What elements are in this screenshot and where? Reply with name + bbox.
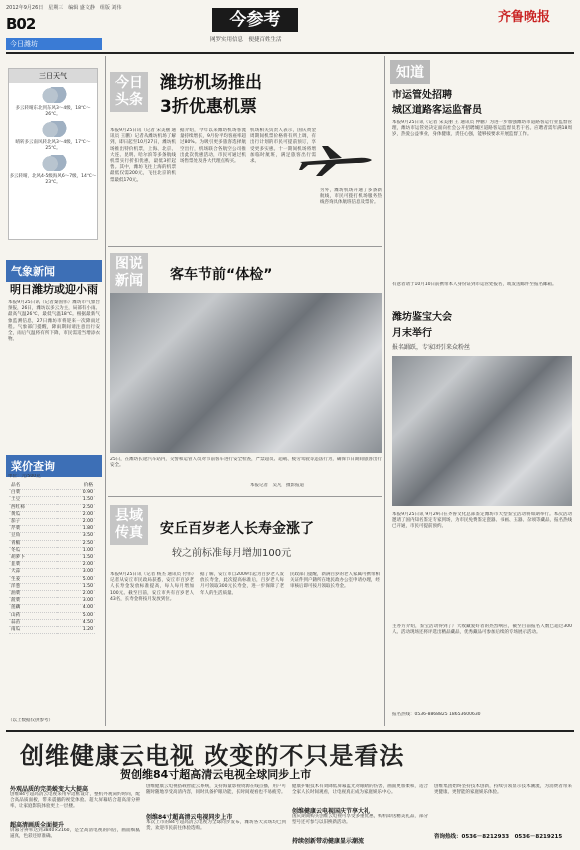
veg-price-table-wrap [9, 483, 95, 634]
veg-name: 黄瓜 [9, 511, 57, 518]
ad-col-body: 本次上市的84寸超高清云电视为全球同步发布，潍坊各大卖场均已到货，欢迎市民前往体验选购。 [146, 820, 286, 832]
weather-day-text: 多云转晴，北风4-5级海风6～7级，14℃～23℃。 [9, 174, 97, 185]
story-body: 本报9月25日讯（记者 宋美丽 通讯员 王鹏）记者从潍坊机场了解到，即日起至10月27日，潍坊机场推出特价机票，上海、北京、大连、昆明、哈尔滨等多条航线机票实行折扣优惠，最低3折起售。其中，潍坊飞往上海的机票最低仅需200元，飞往北京的机票最低170元。 [110, 128, 176, 183]
veg-price: 3.50 [57, 533, 95, 540]
table-row [9, 612, 95, 619]
veg-price: 1.80 [57, 526, 95, 533]
story-tag: 县域传真 [110, 505, 148, 545]
table-row [9, 497, 95, 504]
col-header-price: 价格 [57, 483, 95, 490]
table-row [9, 533, 95, 540]
weather-day-text: 多云转晴东北到东风3～4级，18℃～26℃。 [15, 106, 91, 117]
masthead-subtitle: 网罗实用信息 便捷百姓生活 [210, 37, 282, 43]
table-row [9, 591, 95, 598]
right-tag: 知道 [390, 60, 430, 84]
story-body: 机场相关负责人表示，国庆黄金周期间机票价格将有所上调，有出行计划的市民可提前预订，享受更多实惠。十一期间机场将增加临时航班，满足旅客出行需求。 [250, 128, 316, 165]
story-body: 据了解，安丘市自2009年起为百岁老人发放长寿金，此次提高标准后，百岁老人每月可领取300元长寿金，进一步保障了老年人的生活质量。 [200, 572, 284, 596]
veg-price: 1.50 [57, 583, 95, 590]
ad-col-body: 创维84寸超高清云电视采用窄边框设计，整机外观简约时尚，配合高品质面板，带来震撼的视觉体验。超大屏幕结合超高清分辨率，让家庭影院体验更上一层楼。 [10, 792, 140, 810]
ad-headline: 创维健康云电视 改变的不只是看法 [20, 741, 405, 770]
cloud-icon [39, 87, 67, 103]
right-body: 主办方介绍，鉴宝活动得到了广大收藏爱好者的热烈响应，截至目前报名人数已超过300人。活动现场还将评选出精品藏品，优秀藏品可参加后续的专场展示活动。 [392, 624, 572, 636]
veg-price: 4.00 [57, 605, 95, 612]
veg-price: 2.50 [57, 504, 95, 511]
ad-col-title: 外观品质的完美蜕变大大提高 [10, 786, 89, 793]
veg-name: 蒜苗 [9, 619, 57, 626]
story-headline: 3折优惠机票 [160, 97, 257, 117]
table-header-row [9, 483, 95, 490]
ad-contact: 咨询热线：0536－8212933 0536－8219215 [434, 834, 563, 840]
ad-col-body: 创维健康云电视搭载智能云系统，支持海量影视资源在线点播，用户可随时随地享受高清内容，同时具备护眼功能，长时间观看也不易疲劳。 [146, 784, 286, 796]
header-rule [6, 52, 574, 54]
veg-name: 南瓜 [9, 627, 57, 634]
ad-col-title: 持续创新带动健康显示潮流 [292, 838, 365, 845]
table-row [9, 526, 95, 533]
weather-day-text: 晴转多云南风转北风3～4级，17℃～25℃。 [15, 140, 91, 151]
page-masthead: 今参考 [212, 8, 298, 32]
weather-news-tag: 气象新闻 [6, 260, 102, 282]
ad-col-body: 屏幕分辨率达到3840×2160，是全高清电视的四倍，画面细腻逼真，色彩还原准确。 [10, 828, 140, 840]
newspaper-brand: 齐鲁晚报 [498, 10, 551, 25]
weather-news-headline: 明日潍坊或迎小雨 [10, 283, 98, 296]
story-body: 据介绍，今年以来潍坊机场客流量持续增长，9月份平均客座率超过80%。为吸引更多旅客选择航空出行，机场联合各航空公司推出此次优惠活动，市民可通过机场售票处及各大代理点购买。 [180, 128, 246, 165]
ad-col-title: 创维健康云电视国庆节享大礼 [292, 808, 371, 815]
veg-price: 2.50 [57, 540, 95, 547]
date-line: 2012年9月26日 星期三 编辑 盛文静 组版 刘伟 [6, 5, 122, 11]
right-body: 本报9月25日讯（记者 宋美丽 王 通讯员 仲鹏）为进一步加强潍坊市道路客运行业监督管理，潍坊市运管处决定面向社会公开招聘城区道路客运监督员若干名。应聘者需年满18周岁，热爱公益事业，身体健康，责任心强，能够按要求开展监督工作。 [392, 120, 572, 138]
veg-price: 2.00 [57, 591, 95, 598]
table-row [9, 576, 95, 583]
veg-name: 茄子 [9, 519, 57, 526]
story-subhead: 较之前标准每月增加100元 [172, 548, 292, 559]
right-body: 有意者请于10月10日前携带本人身份证到市运管处报名，或发送邮件至报名邮箱。 [392, 282, 557, 287]
cloud-icon [39, 155, 67, 171]
page-number: B02 [6, 15, 36, 33]
veg-name: 生姜 [9, 576, 57, 583]
airplane-icon [296, 140, 376, 184]
table-row [9, 605, 95, 612]
veg-price: 1.50 [57, 497, 95, 504]
right-subhead: 报名踊跃，专家团引来众粉丝 [392, 344, 471, 351]
right-contact: 报名热线：0536-8868825 18653600630 [392, 712, 481, 717]
section-tag: 今日潍坊 [6, 38, 102, 50]
story-body: 本报9月25日讯（记者 杨杰 通讯员 付伟）记者从安丘市民政局获悉，安丘市百岁老人长寿金发放标准提高，每人每月增加100元。截至目前，安丘市共有百岁老人43名，长寿金将按月发放到位。 [110, 572, 194, 602]
right-headline: 市运管处招聘 [392, 90, 452, 101]
veg-name: 莲藕 [9, 605, 57, 612]
veg-price: 2.00 [57, 511, 95, 518]
veg-name: 土豆 [9, 497, 57, 504]
veg-price-unit: 单位：元/500克 [8, 474, 41, 479]
column-divider [105, 56, 106, 726]
ad-subhead: 贺创维84寸超高清云电视全球同步上市 [120, 768, 312, 781]
table-row [9, 583, 95, 590]
veg-name: 大蒜 [9, 569, 57, 576]
veg-name: 菠菜 [9, 598, 57, 605]
col-header-name: 品名 [9, 483, 57, 490]
table-row [9, 562, 95, 569]
veg-name: 豆角 [9, 533, 57, 540]
ad-col-body: 健康护眼技术有效降低屏幕蓝光对眼睛的伤害，画面更加柔和，适合全家人长时间观看，让电视真正成为家庭娱乐中心。 [292, 784, 428, 796]
table-row [9, 627, 95, 634]
photo-credit: 本报记者 吴凡 摄影报道 [250, 483, 304, 488]
weather-day [9, 87, 97, 117]
veg-price-tag: 菜价查询 [6, 455, 102, 477]
table-row [9, 555, 95, 562]
story-body: 民政部门提醒，新满百岁的老人家属可携带相关证件到户籍所在地民政办公室申请办理，经审核后即可按月领取长寿金。 [290, 572, 380, 590]
weather-news-body: 本报9月25日讯（记者秦国伟）潍坊市气象台预报，26日，潍坊以多云为主，局部有小雨。最高气温26℃，最低气温18℃。根据最新气象监测信息，27日潍坊市将迎来一次降雨过程。气象部门提醒，降雨期间请注意出行安全，雨后气温将有所下降，市民需适当增添衣物。 [8, 300, 100, 343]
story-divider [108, 496, 382, 497]
story-divider [108, 246, 382, 247]
veg-name: 青椒 [9, 540, 57, 547]
story-body: 另外，潍坊机场开通了多条新航线，市民可拨打机场服务热线咨询具体航班信息及票价。 [320, 188, 382, 206]
column-divider [384, 56, 385, 726]
story-tag: 今日头条 [110, 72, 148, 112]
ad-col-body: 创维集团始终坚持技术创新，持续引领显示技术潮流，为消费者带来更健康、更智能的家庭娱乐体验。 [434, 784, 572, 796]
table-row [9, 540, 95, 547]
table-row [9, 619, 95, 626]
veg-price: 3.00 [57, 569, 95, 576]
ad-col-title: 创维84寸超高清云电视同步上市 [146, 814, 233, 821]
table-row [9, 569, 95, 576]
story-tag: 图说新闻 [110, 253, 148, 293]
veg-name: 胡萝卜 [9, 555, 57, 562]
story-headline: 客车节前“体检” [170, 267, 273, 283]
veg-name: 洋葱 [9, 583, 57, 590]
veg-price: 0.90 [57, 490, 95, 497]
right-headline: 潍坊鉴宝大会 [392, 312, 452, 323]
veg-price: 2.00 [57, 562, 95, 569]
story-headline: 安丘百岁老人长寿金涨了 [160, 521, 314, 537]
veg-price: 3.00 [57, 598, 95, 605]
veg-price: 1.50 [57, 555, 95, 562]
ad-col-title: 超高清画质全面提升 [10, 822, 65, 829]
table-row [9, 519, 95, 526]
veg-name: 芹菜 [9, 526, 57, 533]
veg-price: 5.00 [57, 576, 95, 583]
veg-price-table [9, 483, 95, 634]
right-headline: 月末举行 [392, 328, 432, 339]
veg-price-note: （以上数据仅供参考） [8, 718, 53, 723]
table-row [9, 511, 95, 518]
photo-caption: 25日，在潍坊长途汽车站内，交警和运管人员对节前客车进行安全检查，严禁超员、超载、疲劳驾驶等违法行为，确保节日期间旅客出行安全。 [110, 457, 382, 469]
veg-name: 冬瓜 [9, 547, 57, 554]
right-body: 本报9月25日讯 9月29日在齐鲁文化总部鉴定潍坊市大型鉴宝活动将如期举行。本次活动邀请了国内知名鉴定专家到场，为市民免费鉴定瓷器、书画、玉器、杂项等藏品，报名热线已开通，市民可提前预约。 [392, 512, 572, 530]
cloud-icon [39, 121, 67, 137]
weather-day [9, 121, 97, 151]
antique-photo [392, 356, 572, 506]
table-row [9, 490, 95, 497]
ad-col-body: 国庆期间购买创维云电视可享受多重优惠，购机即送精美礼品，部分型号还可参与以旧换新活动。 [292, 814, 428, 826]
weather-box [8, 68, 98, 240]
veg-price: 1.00 [57, 547, 95, 554]
table-row [9, 547, 95, 554]
table-row [9, 598, 95, 605]
veg-name: 西红柿 [9, 504, 57, 511]
veg-name: 白菜 [9, 490, 57, 497]
veg-price: 5.00 [57, 612, 95, 619]
veg-name: 山药 [9, 612, 57, 619]
right-headline: 城区道路客运监督员 [392, 105, 482, 116]
news-photo [110, 293, 382, 453]
veg-price: 1.20 [57, 627, 95, 634]
weather-day [9, 155, 97, 185]
story-headline: 潍坊机场推出 [160, 73, 262, 93]
veg-name: 油菜 [9, 591, 57, 598]
veg-price: 2.00 [57, 519, 95, 526]
veg-price: 4.50 [57, 619, 95, 626]
ad-rule [6, 730, 574, 732]
veg-name: 韭菜 [9, 562, 57, 569]
weather-title: 三日天气 [9, 69, 97, 83]
table-row [9, 504, 95, 511]
